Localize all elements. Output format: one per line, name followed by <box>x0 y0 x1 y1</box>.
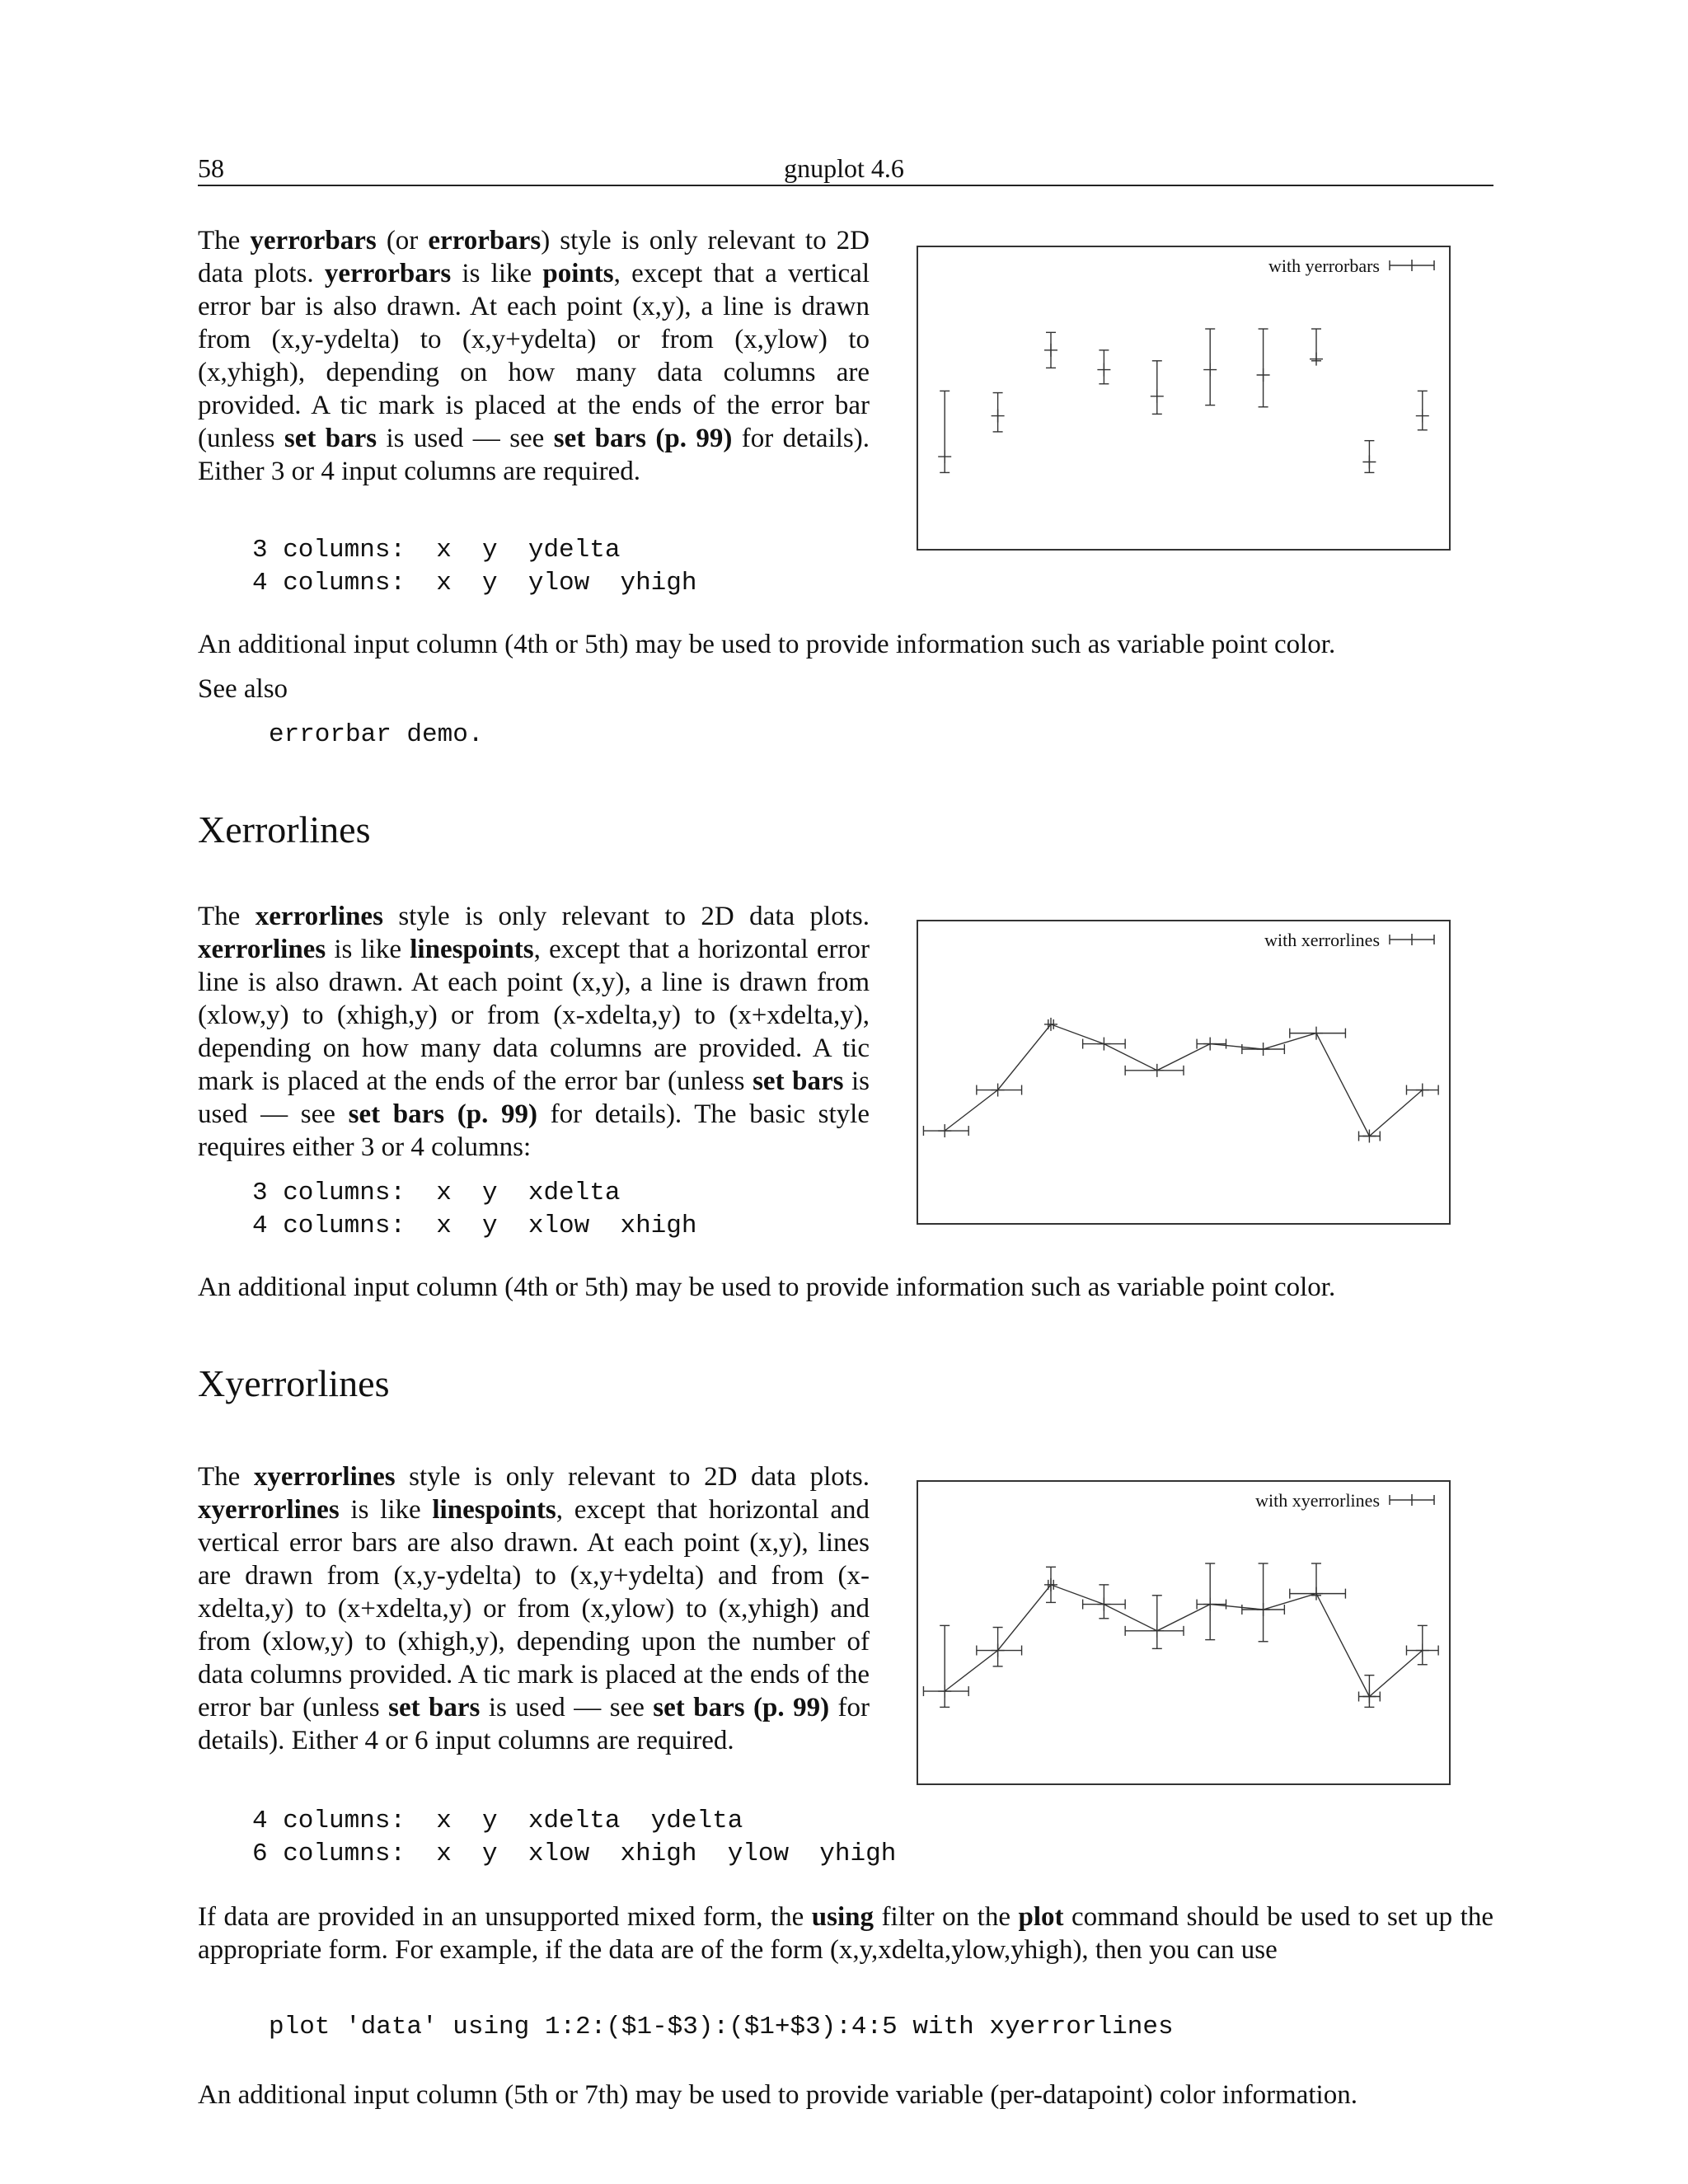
xyerrorlines-example-code: plot 'data' using 1:2:($1-$3):($1+$3):4:5 with xyerrorlines <box>269 2013 1174 2041</box>
yerrorbars-paragraph: The yerrorbars (or errorbars) style is only relevant to 2D data plots. yerrorbars is like points, except that a vertical error bar is also drawn. At each point (x,y), a line is drawn from (x,y-ydelta) to (x,y+ydelta) or from (x,ylow) to (x,yhigh), depending on how many data columns are provided. A tic mark is placed at the ends of the error bar (unless set bars is used — see set bars (p. 99) for details). Either 3 or 4 input columns are required. <box>198 226 870 486</box>
xerrorlines-legend-label: with xerrorlines <box>1264 930 1380 950</box>
data-point <box>1406 1084 1438 1097</box>
data-point <box>992 393 1005 432</box>
data-point <box>1151 361 1164 415</box>
xerrorlines-code: 3 columns: x y xdelta 4 columns: x y xlow xhigh <box>252 1179 697 1240</box>
yerrorbars-code: 3 columns: x y ydelta 4 columns: x y ylow yhigh <box>252 536 697 598</box>
data-point <box>1290 1027 1346 1040</box>
xyerrorlines-heading: Xyerrorlines <box>198 1362 390 1404</box>
page-number: 58 <box>198 153 224 183</box>
header-rule <box>198 185 1493 186</box>
data-point <box>1125 1064 1184 1077</box>
data-point <box>1416 391 1429 429</box>
xerrorlines-paragraph: The xerrorlines style is only relevant to 2D data plots. xerrorlines is like linespoints, except that a horizontal error line is also drawn. At each point (x,y), a line is drawn from (xlow,y) to (xhigh,y) or from (x-xdelta,y) to (x+xdelta,y), depending on how many data columns are provided. A tic mark is placed at the ends of the error bar (unless set bars is used — see set bars (p. 99) for details). The basic style requires either 3 or 4 columns: <box>198 902 870 1162</box>
data-point <box>1359 1675 1381 1708</box>
yerrorbars-legend-label: with yerrorbars <box>1268 255 1380 276</box>
data-point <box>1362 441 1376 473</box>
running-header-title: gnuplot 4.6 <box>784 153 904 183</box>
data-point <box>1359 1130 1381 1143</box>
data-point <box>1083 1038 1126 1051</box>
data-point <box>1197 1563 1226 1640</box>
xyerrorlines-code: 4 columns: x y xdelta ydelta 6 columns: x y xlow xhigh ylow yhigh <box>252 1807 897 1868</box>
yerrorbars-plot <box>917 246 1451 551</box>
data-point <box>923 1124 968 1137</box>
xyerrorlines-svg <box>918 1482 1449 1783</box>
xerrorlines-svg <box>918 921 1449 1223</box>
yerrorbars-legend-sample <box>1390 260 1434 271</box>
data-point <box>938 391 951 472</box>
xyerrorlines-plot <box>917 1480 1451 1785</box>
data-point <box>1242 1563 1285 1642</box>
data-point <box>1044 332 1057 368</box>
data-point <box>1083 1585 1126 1619</box>
see-also-label: See also <box>198 674 288 704</box>
data-point <box>923 1625 968 1707</box>
yerrorbars-svg <box>918 247 1449 549</box>
xyerrorlines-paragraph: The xyerrorlines style is only relevant to 2D data plots. xyerrorlines is like linespoints, except that horizontal and vertical error bars are also drawn. At each point (x,y), lines are drawn from (x,y-ydelta) to (x,y+ydelta) and from (x-xdelta,y) to (x+xdelta,y) or from (x,ylow) to (x,yhigh) and from (xlow,y) to (xhigh,y), depending upon the number of data columns provided. A tic mark is placed at the ends of the error bar (unless set bars is used — see set bars (p. 99) for details). Either 4 or 6 input columns are required. <box>198 1462 870 1755</box>
xerrorlines-legend-sample <box>1390 934 1434 945</box>
data-point <box>1044 1018 1057 1031</box>
data-point <box>977 1628 1022 1666</box>
series-line <box>945 1024 1423 1137</box>
data-point <box>977 1084 1022 1097</box>
data-point <box>1044 1567 1057 1602</box>
see-also-code: errorbar demo. <box>269 720 484 749</box>
data-point <box>1310 329 1323 366</box>
data-point <box>1203 329 1217 405</box>
data-point <box>1290 1563 1346 1601</box>
xyerrorlines-legend-label: with xyerrorlines <box>1255 1490 1380 1511</box>
data-point <box>1406 1625 1438 1664</box>
xerrorlines-plot <box>917 920 1451 1225</box>
data-point <box>1257 329 1270 407</box>
xyerrorlines-after-paragraph: An additional input column (5th or 7th) may be used to provide variable (per-datapoint) color information. <box>198 2080 1357 2110</box>
xyerrorlines-paragraph-2: If data are provided in an unsupported mixed form, the using filter on the plot command should be used to set up the appropriate form. For example, if the data are of the form (x,y,xdelta,ylow,yhigh), then you can use <box>198 1902 1493 1965</box>
series-line <box>945 1585 1423 1697</box>
yerrorbars-after-paragraph: An additional input column (4th or 5th) may be used to provide information such as variable point color. <box>198 630 1336 659</box>
xerrorlines-heading: Xerrorlines <box>198 808 371 851</box>
xerrorlines-after-paragraph: An additional input column (4th or 5th) may be used to provide information such as variable point color. <box>198 1272 1336 1302</box>
xyerrorlines-legend-sample <box>1390 1494 1434 1506</box>
data-point <box>1097 350 1110 384</box>
